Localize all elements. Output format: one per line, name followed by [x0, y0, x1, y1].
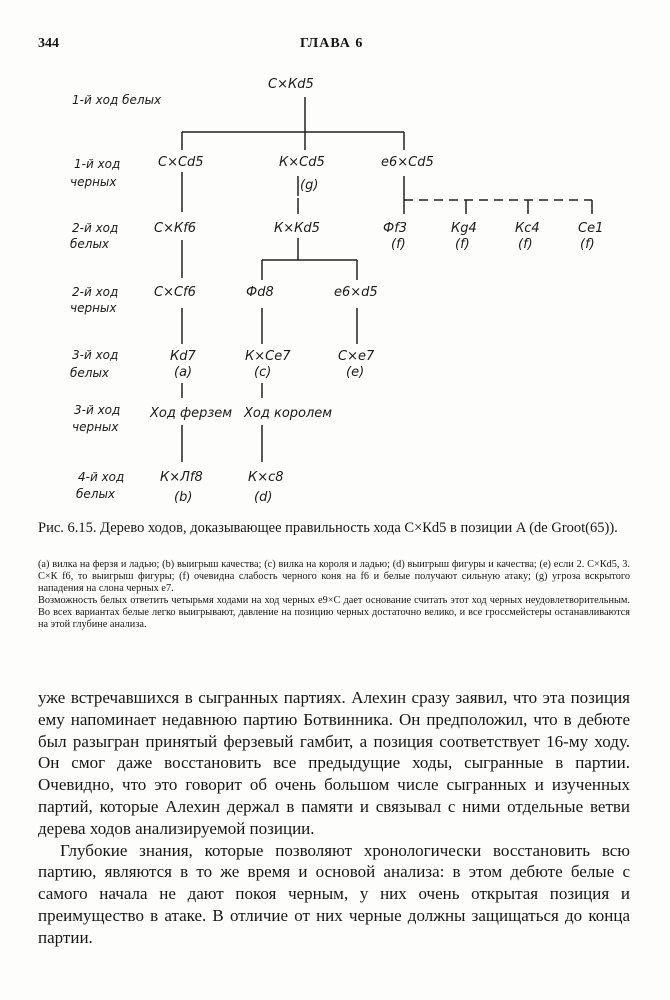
tree-node: С×е7	[338, 349, 375, 364]
tree-annotation: (d)	[254, 490, 273, 505]
tree-node: К×Сd5	[279, 155, 325, 170]
body-text	[38, 687, 630, 949]
tree-node: Фf3	[383, 221, 408, 236]
tree-annotation: (a)	[174, 365, 193, 380]
row-label: черных	[72, 420, 119, 434]
row-label: 1-й ход	[74, 157, 121, 171]
tree-annotation: (f)	[391, 237, 406, 252]
page-number: 344	[38, 36, 59, 51]
tree-node: С×Кf6	[154, 221, 197, 236]
row-label: 3-й ход	[74, 403, 121, 417]
tree-annotation: (f)	[518, 237, 533, 252]
tree-node: Кd7	[170, 349, 196, 364]
tree-annotation: (b)	[174, 490, 193, 505]
tree-node: К×Се7	[245, 349, 291, 364]
row-label: черных	[70, 175, 117, 189]
figure-notes-legend: (a) вилка на ферзя и ладью; (b) выигрыш качества; (c) вилка на короля и ладью; (d) выигрыш фигуры и качества; (e) если 2. С×Кd5, 3. С×К f6, то выигрыш фигуры; (f) очевидна слабость черного коня на f6 и белые получают сильную атаку; (g) угроза вскрытого нападения на слона черных e7.	[38, 559, 630, 594]
row-label: 4-й ход	[78, 470, 125, 484]
paragraph: Глубокие знания, которые позволяют хронологически восстановить всю партию, являются в то же время и основой анализа: в этом дебюте белые с самого начала не дают покоя черным, у них очень открытая позиция и преимущество в атаке. В отличие от них черные должны защищаться до конца партии.	[38, 840, 630, 947]
row-label: белых	[70, 237, 110, 251]
row-label: 2-й ход	[72, 221, 119, 235]
tree-node: К×с8	[248, 470, 284, 485]
row-label: 2-й ход	[72, 285, 119, 299]
running-head: ГЛАВА 6	[300, 36, 364, 51]
paragraph: уже встречавшихся в сыгранных партиях. Алехин сразу заявил, что эта позиция ему напоминает недавнюю партию Ботвинника. Он предположил, что в дебюте был разыгран принятый ферзевый гамбит, а позиция соответствует 16-му ходу. Он смог даже восстановить все предыдущие ходы, сыгранные в партии. Очевидно, что это говорит об очень большом числе сыгранных и изученных партий, которые Алехин держал в памяти и связывал с ними отдельные ветви дерева ходов анализируемой позиции.	[38, 688, 630, 838]
tree-node: С×Сf6	[154, 285, 196, 300]
tree-node: Кс4	[515, 221, 540, 236]
figure-caption: Рис. 6.15. Дерево ходов, доказывающее правильность хода С×Кd5 в позиции A (de Groot(65)).	[38, 520, 618, 536]
tree-node: С×Сd5	[158, 155, 204, 170]
tree-node: К×Лf8	[160, 470, 203, 485]
row-label: 1-й ход белых	[72, 93, 162, 107]
row-label: 3-й ход	[72, 348, 119, 362]
tree-node: Ход королем	[244, 406, 333, 421]
tree-annotation: (c)	[254, 365, 272, 380]
tree-node: Фd8	[246, 285, 274, 300]
tree-annotation: (g)	[300, 178, 319, 193]
tree-node: Се1	[578, 221, 604, 236]
tree-node: e6×d5	[334, 285, 378, 300]
tree-annotation: (e)	[346, 365, 365, 380]
tree-node: Кg4	[451, 221, 477, 236]
tree-annotation: (f)	[455, 237, 470, 252]
figure-notes	[38, 559, 630, 631]
row-label: белых	[70, 366, 110, 380]
tree-node: Ход ферзем	[150, 406, 233, 421]
figure-notes-extra: Возможность белых ответить четырьмя ходами на ход черных e9×С дает основание считать этот ход черных неудовлетворительным. Во всех вариантах белые легко выигрывают, давление на позицию черных достаточно велико, и все гроссмейстеры останавливаются на этой глубине анализа.	[38, 595, 630, 630]
row-label: белых	[76, 487, 116, 501]
tree-node: К×Кd5	[274, 221, 320, 236]
tree-node: e6×Сd5	[381, 155, 434, 170]
row-label: черных	[70, 301, 117, 315]
tree-annotation: (f)	[580, 237, 595, 252]
tree-node-root: С×Кd5	[268, 77, 314, 92]
